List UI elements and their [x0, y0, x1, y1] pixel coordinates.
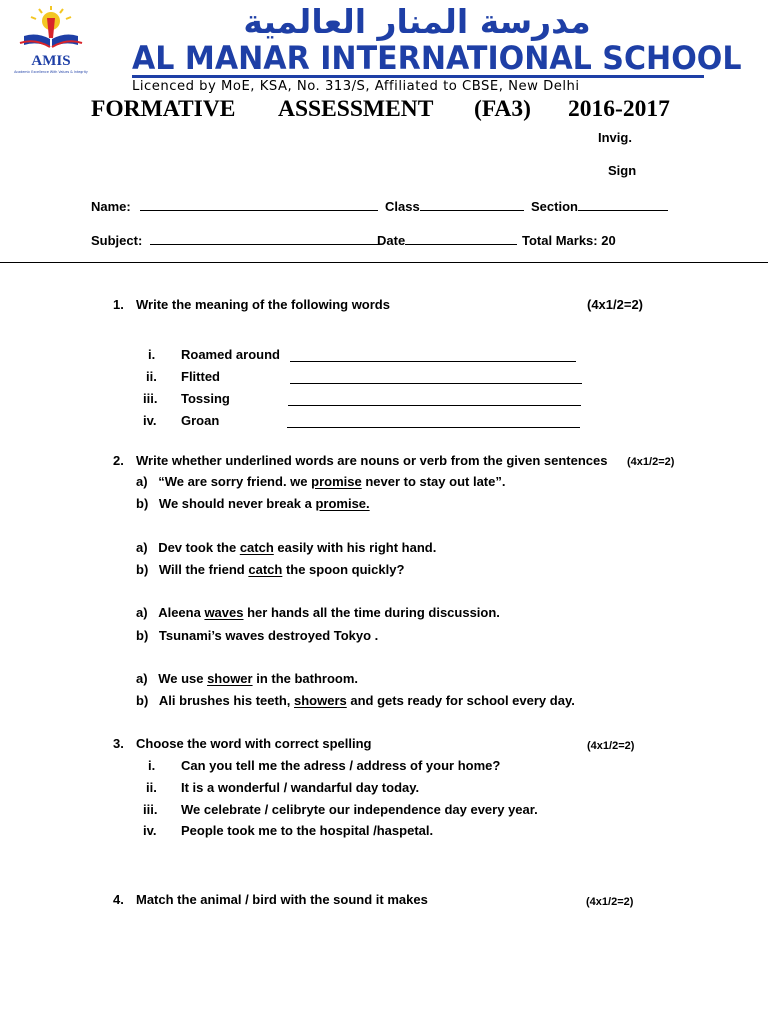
licence-line: Licenced by MoE, KSA, No. 313/S, Affiliated to CBSE, New Delhi — [132, 75, 704, 96]
school-name-arabic: مدرسة المنار العالمية — [243, 2, 591, 41]
q1-item-word: Groan — [181, 413, 220, 428]
sentence-text: We use — [158, 671, 208, 686]
underlined-word: promise. — [315, 496, 370, 511]
q3-item-num: iv. — [143, 823, 157, 838]
sentence-text: the spoon quickly? — [282, 562, 405, 577]
q2-sentence — [136, 604, 500, 622]
answer-line[interactable] — [290, 383, 582, 384]
name-field[interactable] — [91, 198, 378, 216]
underlined-word: shower — [207, 671, 253, 686]
q2-sentence — [136, 670, 358, 688]
q1-item-word: Flitted — [181, 369, 220, 384]
title-assessment: ASSESSMENT — [278, 96, 434, 122]
sentence-text: “We are sorry friend. we — [158, 474, 312, 489]
q4-marks: (4x1/2=2) — [586, 896, 634, 908]
q3-item-num: iii. — [143, 802, 158, 817]
q3-item-text: People took me to the hospital /haspetal. — [181, 823, 434, 838]
q1-item-num: iii. — [143, 391, 158, 406]
q2-sentence — [136, 539, 436, 557]
logo-emblem-icon — [14, 6, 88, 76]
q2-sentence — [136, 473, 505, 491]
q3-item-num: i. — [148, 758, 156, 773]
sentence-text: in the bathroom. — [252, 671, 359, 686]
sign-label: Sign — [608, 163, 637, 178]
sentence-text: Dev took the — [158, 540, 240, 555]
title-year: 2016-2017 — [568, 96, 670, 122]
subject-blank[interactable] — [150, 232, 378, 245]
q3-item-num: ii. — [146, 780, 157, 795]
subject-label: Subject: — [91, 233, 143, 248]
school-logo — [14, 6, 88, 76]
q3-number: 3. — [113, 736, 124, 751]
sentence-text: her hands all the time during discussion. — [243, 605, 500, 620]
q1-number: 1. — [113, 297, 124, 312]
sentence-text: Tsunami’s waves destroyed Tokyo . — [158, 628, 379, 643]
q3-item-text: It is a wonderful / wandarful day today. — [181, 780, 420, 795]
logo-tagline: Academic Excellence With Values & Integrity — [14, 70, 88, 74]
date-field[interactable] — [377, 232, 517, 250]
class-label: Class — [385, 199, 420, 214]
name-blank[interactable] — [140, 198, 378, 211]
q2-sentence — [136, 495, 370, 513]
class-blank[interactable] — [420, 198, 524, 211]
q2-sentence — [136, 627, 378, 645]
logo-text: AMIS — [31, 53, 71, 69]
q1-item-word: Roamed around — [181, 347, 280, 362]
answer-line[interactable] — [288, 405, 581, 406]
q1-item-num: ii. — [146, 369, 157, 384]
class-field[interactable] — [385, 198, 524, 216]
underlined-word: showers — [294, 693, 347, 708]
sentence-text: and gets ready for school every day. — [346, 693, 575, 708]
sentence-text: never to stay out late”. — [361, 474, 506, 489]
sentence-text: We should never break a — [158, 496, 316, 511]
answer-line[interactable] — [290, 361, 576, 362]
subject-field[interactable] — [91, 232, 378, 250]
q2-text: Write whether underlined words are nouns or verb from the given sentences — [136, 453, 608, 468]
q3-text: Choose the word with correct spelling — [136, 736, 372, 751]
title-fa3: (FA3) — [474, 96, 531, 122]
sentence-label: a) — [136, 671, 148, 686]
q3-item-text: Can you tell me the adress / address of your home? — [181, 758, 501, 773]
section-label: Section — [531, 199, 578, 214]
sentence-label: b) — [136, 496, 149, 511]
underlined-word: catch — [239, 540, 274, 555]
q2-marks: (4x1/2=2) — [627, 456, 675, 468]
sentence-text: Will the friend — [158, 562, 249, 577]
section-blank[interactable] — [578, 198, 668, 211]
name-label: Name: — [91, 199, 131, 214]
invig-label: Invig. — [598, 130, 632, 145]
sentence-label: a) — [136, 540, 148, 555]
sentence-label: b) — [136, 628, 149, 643]
school-name: AL MANAR INTERNATIONAL SCHOOL — [132, 39, 742, 77]
sentence-text: Aleena — [158, 605, 205, 620]
sentence-label: b) — [136, 693, 149, 708]
section-field[interactable] — [531, 198, 668, 216]
sentence-text: Ali brushes his teeth, — [158, 693, 294, 708]
q2-sentence — [136, 692, 575, 710]
date-label: Date — [377, 233, 406, 248]
q1-marks: (4x1/2=2) — [587, 297, 644, 312]
q1-item-num: i. — [148, 347, 156, 362]
sentence-label: a) — [136, 605, 148, 620]
title-formative: FORMATIVE — [91, 96, 236, 122]
q2-number: 2. — [113, 453, 124, 468]
answer-line[interactable] — [287, 427, 580, 428]
sentence-label: b) — [136, 562, 149, 577]
sentence-label: a) — [136, 474, 148, 489]
sentence-text: easily with his right hand. — [273, 540, 437, 555]
total-marks: Total Marks: 20 — [522, 233, 616, 248]
q4-number: 4. — [113, 892, 124, 907]
q1-item-word: Tossing — [181, 391, 230, 406]
q3-item-text: We celebrate / celibryte our independence day every year. — [181, 802, 538, 817]
q4-text: Match the animal / bird with the sound it makes — [136, 892, 428, 907]
underlined-word: promise — [311, 474, 362, 489]
header-divider — [0, 262, 768, 263]
q1-text: Write the meaning of the following words — [136, 297, 390, 312]
q3-marks: (4x1/2=2) — [587, 740, 635, 752]
underlined-word: waves — [204, 605, 244, 620]
q2-sentence — [136, 561, 404, 579]
q1-item-num: iv. — [143, 413, 157, 428]
date-blank[interactable] — [405, 232, 517, 245]
underlined-word: catch — [248, 562, 283, 577]
